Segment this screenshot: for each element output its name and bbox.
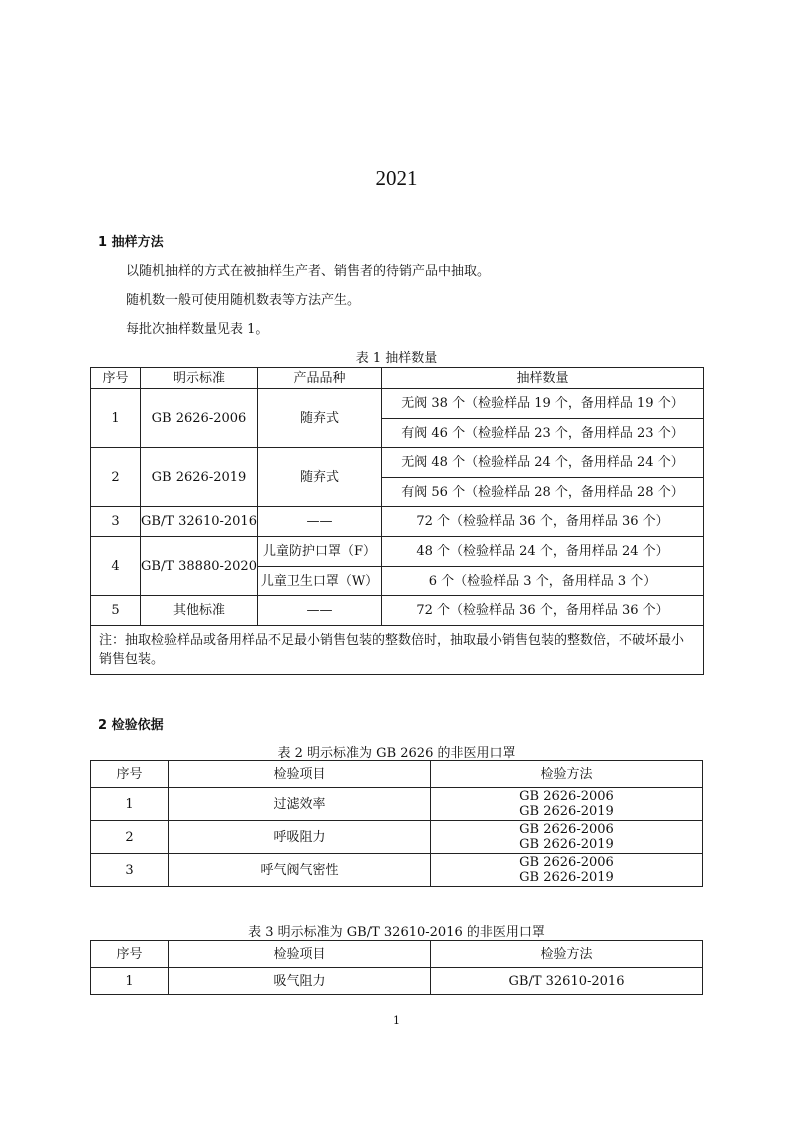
method-line: GB 2626-2006 (519, 822, 614, 837)
row-no: 1 (91, 788, 169, 821)
header-item: 检验项目 (169, 941, 431, 968)
table-row (91, 968, 703, 995)
header-variety: 产品品种 (258, 368, 382, 389)
paragraph-1: 以随机抽样的方式在被抽样生产者、销售者的待销产品中抽取。 (126, 264, 491, 279)
row-method (431, 788, 703, 821)
header-item: 检验项目 (169, 761, 431, 788)
header-quantity: 抽样数量 (382, 368, 704, 389)
method-line: GB 2626-2019 (519, 804, 614, 819)
row-quantity: 有阀 56 个（检验样品 28 个，备用样品 28 个） (382, 478, 704, 507)
header-no: 序号 (91, 761, 169, 788)
paragraph-3: 每批次抽样数量见表 1。 (126, 322, 269, 337)
row-quantity: 无阀 38 个（检验样品 19 个，备用样品 19 个） (382, 389, 704, 419)
inspection-table-gbt32610 (90, 940, 703, 995)
row-variety: 随弃式 (258, 448, 382, 507)
table-row (91, 507, 704, 537)
table-2-caption: 表 2 明示标准为 GB 2626 的非医用口罩 (277, 746, 516, 761)
row-no: 1 (91, 968, 169, 995)
table-header-row (91, 941, 703, 968)
header-method: 检验方法 (431, 761, 703, 788)
row-variety: 儿童防护口罩（F） (258, 537, 382, 567)
row-standard: GB 2626-2019 (141, 448, 258, 507)
section-1-heading: 1 抽样方法 (98, 235, 164, 250)
table-1-caption: 表 1 抽样数量 (355, 351, 438, 366)
row-no: 4 (91, 537, 141, 596)
header-no: 序号 (91, 941, 169, 968)
table-header-row (91, 368, 704, 389)
method-line: GB 2626-2006 (519, 789, 614, 804)
row-standard: GB/T 38880-2020 (141, 537, 258, 596)
table-row (91, 389, 704, 419)
row-no: 2 (91, 448, 141, 507)
row-quantity: 48 个（检验样品 24 个，备用样品 24 个） (382, 537, 704, 567)
row-quantity: 6 个（检验样品 3 个，备用样品 3 个） (382, 567, 704, 596)
row-standard: GB 2626-2006 (141, 389, 258, 448)
page-number: 1 (393, 1014, 400, 1027)
table-3-caption: 表 3 明示标准为 GB/T 32610-2016 的非医用口罩 (248, 925, 545, 940)
row-no: 5 (91, 596, 141, 626)
row-variety: 儿童卫生口罩（W） (258, 567, 382, 596)
row-item: 呼气阀气密性 (169, 854, 431, 887)
row-variety: —— (258, 596, 382, 626)
row-item: 过滤效率 (169, 788, 431, 821)
row-method (431, 821, 703, 854)
row-variety: —— (258, 507, 382, 537)
row-standard: 其他标准 (141, 596, 258, 626)
table-row (91, 854, 703, 887)
document-year: 2021 (375, 166, 418, 190)
row-quantity: 72 个（检验样品 36 个，备用样品 36 个） (382, 596, 704, 626)
table-row (91, 448, 704, 478)
sampling-table (90, 367, 704, 675)
table-row (91, 537, 704, 567)
row-no: 2 (91, 821, 169, 854)
table-row (91, 821, 703, 854)
row-item: 呼吸阻力 (169, 821, 431, 854)
row-quantity: 无阀 48 个（检验样品 24 个，备用样品 24 个） (382, 448, 704, 478)
paragraph-2: 随机数一般可使用随机数表等方法产生。 (126, 293, 361, 308)
row-quantity: 72 个（检验样品 36 个，备用样品 36 个） (382, 507, 704, 537)
table-row (91, 788, 703, 821)
table-note-row (91, 626, 704, 675)
table-header-row (91, 761, 703, 788)
header-standard: 明示标准 (141, 368, 258, 389)
method-line: GB 2626-2019 (519, 870, 614, 885)
row-no: 1 (91, 389, 141, 448)
row-method: GB/T 32610-2016 (431, 968, 703, 995)
header-no: 序号 (91, 368, 141, 389)
header-method: 检验方法 (431, 941, 703, 968)
method-line: GB 2626-2019 (519, 837, 614, 852)
row-variety: 随弃式 (258, 389, 382, 448)
table-row (91, 596, 704, 626)
row-standard: GB/T 32610-2016 (141, 507, 258, 537)
row-method (431, 854, 703, 887)
row-quantity: 有阀 46 个（检验样品 23 个，备用样品 23 个） (382, 419, 704, 448)
table-note: 注：抽取检验样品或备用样品不足最小销售包装的整数倍时，抽取最小销售包装的整数倍，不破坏最小销售包装。 (91, 626, 704, 675)
section-2-heading: 2 检验依据 (98, 718, 164, 733)
row-no: 3 (91, 507, 141, 537)
row-item: 吸气阻力 (169, 968, 431, 995)
row-no: 3 (91, 854, 169, 887)
method-line: GB 2626-2006 (519, 855, 614, 870)
inspection-table-gb2626 (90, 760, 703, 887)
